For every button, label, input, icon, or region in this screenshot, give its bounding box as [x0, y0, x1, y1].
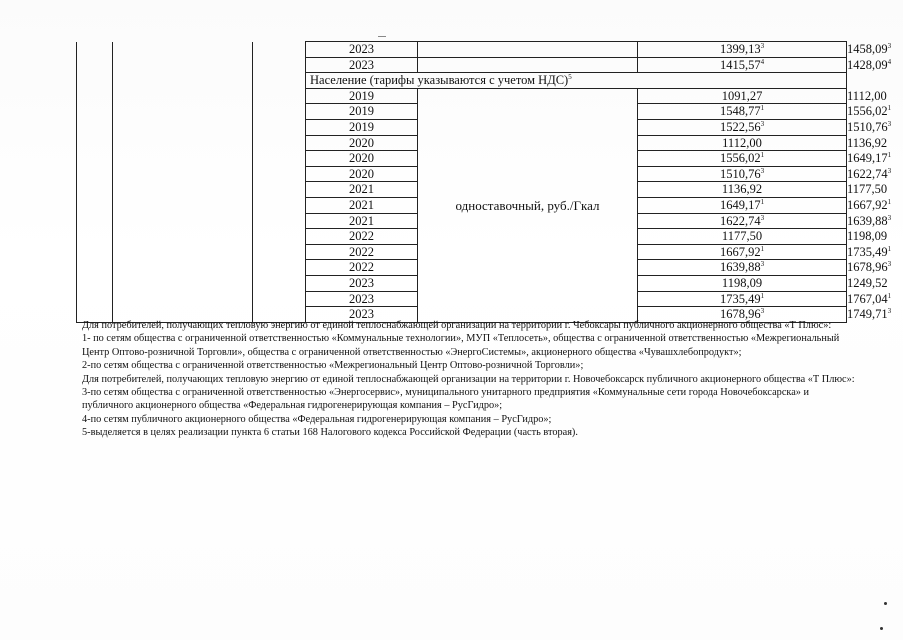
- tariff-second-half-footnote-ref: 1: [887, 104, 892, 113]
- tariff-second-half-value: 1749,71: [847, 307, 888, 322]
- tariff-first-half-value: 1649,17: [719, 197, 761, 212]
- year-cell: 2020: [306, 151, 418, 167]
- tariff-second-half-footnote-ref: 3: [887, 260, 892, 269]
- tariff-second-half-footnote-ref: 3: [887, 213, 892, 222]
- tariff-second-half-value: 1112,00: [847, 88, 887, 103]
- tariff-second-half-value: 1622,74: [847, 166, 888, 181]
- table-row: [77, 42, 847, 58]
- tariff-first-half: [638, 57, 847, 73]
- tariff-second-half-footnote-ref: 1: [887, 197, 892, 206]
- tariff-first-half: [638, 42, 847, 58]
- tariff-second-half-footnote-ref: 1: [887, 291, 892, 300]
- tariff-first-half: [638, 166, 847, 182]
- tariff-first-half-value: 1522,56: [719, 120, 761, 135]
- year-cell: 2019: [306, 119, 418, 135]
- year-cell: 2021: [306, 182, 418, 198]
- tariff-second-half-value: 1428,09: [847, 57, 888, 72]
- tariff-table-body: [77, 42, 892, 323]
- tariff-second-half-value: 1249,52: [847, 275, 888, 290]
- tariff-first-half-footnote-ref: 3: [760, 260, 765, 269]
- tariff-first-half: [638, 260, 847, 276]
- year-cell: 2019: [306, 104, 418, 120]
- year-cell: 2022: [306, 260, 418, 276]
- tariff-second-half-footnote-ref: 3: [887, 120, 892, 129]
- tariff-first-half-footnote-ref: 3: [760, 307, 765, 316]
- footnote-3: 3-по сетям общества с ограниченной ответственностью «Энергосервис», муниципального унитарного предприятия «Коммунальные сети города Новочебоксарска» и публичного акционерного общества «Федеральная гидрогенерирующая компания – РусГидро»;: [82, 387, 810, 412]
- tariff-first-half-value: 1510,76: [719, 166, 761, 181]
- footnote-intro-novocheboksarsk: Для потребителей, получающих тепловую энергию от единой теплоснабжающей организации на территории г. Новочебоксарск публичного акционерного общества «Т Плюс»:: [82, 373, 855, 385]
- tariff-first-half-value: 1556,02: [719, 151, 761, 166]
- tariff-first-half-value: 1548,77: [719, 104, 761, 119]
- tariff-first-half: [638, 88, 847, 104]
- blank-column-cell: [113, 42, 253, 323]
- year-cell: 2021: [306, 197, 418, 213]
- footnote-4: 4-по сетям публичного акционерного общества «Федеральная гидрогенерирующая компания – РусГидро»;: [82, 413, 552, 425]
- tariff-first-half-value: 1091,27: [721, 88, 763, 103]
- tariff-second-half-footnote-ref: 1: [887, 244, 892, 253]
- year-cell: 2023: [306, 307, 418, 323]
- tariff-first-half: [638, 275, 847, 291]
- footnote-5: 5-выделяется в целях реализации пункта 6 статьи 168 Налогового кодекса Российской Федерации (часть вторая).: [82, 427, 578, 439]
- blank-column-cell: [77, 42, 113, 323]
- tariff-first-half: [638, 104, 847, 120]
- tariff-second-half-value: 1639,88: [847, 213, 888, 228]
- tariff-first-half-value: 1735,49: [719, 291, 761, 306]
- year-cell: 2019: [306, 88, 418, 104]
- tariff-first-half: [638, 229, 847, 245]
- tariff-first-half-footnote-ref: 1: [760, 291, 765, 300]
- year-cell: 2021: [306, 213, 418, 229]
- tariff-second-half-footnote-ref: 3: [887, 42, 892, 51]
- year-cell: 2022: [306, 244, 418, 260]
- blank-column-cell: [253, 42, 306, 323]
- tariff-second-half-value: 1735,49: [847, 244, 888, 259]
- tariff-first-half: [638, 244, 847, 260]
- section-label: Население (тарифы указываются с учетом НДС): [310, 73, 569, 88]
- footnotes: [82, 319, 862, 440]
- tariff-first-half-value: 1678,96: [719, 307, 761, 322]
- tariff-first-half-footnote-ref: 1: [760, 104, 765, 113]
- tariff-first-half-footnote-ref: 3: [760, 42, 765, 51]
- tariff-first-half-value: 1415,57: [719, 57, 761, 72]
- tariff-first-half-footnote-ref: 1: [760, 151, 765, 160]
- tariff-first-half: [638, 197, 847, 213]
- tariff-first-half-value: 1198,09: [721, 275, 763, 290]
- tariff-first-half-footnote-ref: 4: [760, 57, 765, 66]
- year-cell: 2023: [306, 275, 418, 291]
- scan-mark: [378, 36, 386, 37]
- tariff-second-half-value: 1177,50: [847, 182, 888, 197]
- tariff-first-half-footnote-ref: 1: [760, 244, 765, 253]
- tariff-table-container: [76, 41, 892, 323]
- tariff-second-half-value: 1136,92: [847, 135, 888, 150]
- tariff-first-half-footnote-ref: 3: [760, 166, 765, 175]
- unit-cell-empty: [418, 42, 638, 58]
- year-cell: 2020: [306, 135, 418, 151]
- tariff-first-half: [638, 213, 847, 229]
- tariff-table: [76, 41, 892, 323]
- tariff-first-half: [638, 291, 847, 307]
- year-cell: 2023: [306, 291, 418, 307]
- tariff-first-half: [638, 182, 847, 198]
- tariff-first-half: [638, 151, 847, 167]
- year-cell: 2020: [306, 166, 418, 182]
- tariff-first-half-value: 1399,13: [719, 42, 761, 57]
- tariff-first-half-footnote-ref: 3: [760, 213, 765, 222]
- scan-speck: [880, 627, 883, 630]
- tariff-second-half-value: 1649,17: [847, 151, 888, 166]
- footnote-1: 1- по сетям общества с ограниченной ответственностью «Коммунальные технологии», МУП «Теплосеть», общества с ограниченной ответственностью «Межрегиональный Центр Оптово-розничной Торговли», общества с ограниченной ответственностью «ЭнергоСистемы», акционерного общества «Чувашхлебопродукт»;: [82, 333, 840, 358]
- section-footnote-ref: 5: [568, 73, 572, 82]
- tariff-second-half-value: 1667,92: [847, 197, 888, 212]
- tariff-second-half-value: 1678,96: [847, 260, 888, 275]
- tariff-first-half: [638, 119, 847, 135]
- footnote-2: 2-по сетям общества с ограниченной ответственностью «Межрегиональный Центр Оптово-розничной Торговли»;: [82, 360, 584, 372]
- tariff-second-half-value: 1556,02: [847, 104, 888, 119]
- tariff-second-half-footnote-ref: 1: [887, 151, 892, 160]
- tariff-second-half-value: 1767,04: [847, 291, 888, 306]
- tariff-second-half-footnote-ref: 3: [887, 307, 892, 316]
- tariff-first-half: [638, 135, 847, 151]
- tariff-second-half-footnote-ref: 4: [887, 57, 892, 66]
- tariff-first-half-value: 1136,92: [721, 182, 763, 197]
- year-cell: 2023: [306, 42, 418, 58]
- year-cell: 2022: [306, 229, 418, 245]
- section-header: [306, 73, 847, 89]
- tariff-second-half-footnote-ref: 3: [887, 166, 892, 175]
- tariff-first-half-value: 1622,74: [719, 213, 761, 228]
- footnote-intro-cheboksary: Для потребителей, получающих тепловую энергию от единой теплоснабжающей организации на территории г. Чебоксары публичного акционерного общества «Т Плюс»:: [82, 320, 832, 331]
- tariff-first-half-value: 1177,50: [721, 229, 763, 244]
- tariff-first-half-footnote-ref: 3: [760, 120, 765, 129]
- tariff-unit-label: одноставочный, руб./Гкал: [418, 88, 638, 322]
- tariff-second-half-value: 1510,76: [847, 120, 888, 135]
- tariff-first-half-value: 1112,00: [722, 135, 762, 150]
- scan-speck: [884, 602, 887, 605]
- tariff-first-half-value: 1639,88: [719, 260, 761, 275]
- tariff-first-half-footnote-ref: 1: [760, 197, 765, 206]
- unit-cell-empty: [418, 57, 638, 73]
- tariff-first-half-value: 1667,92: [719, 244, 761, 259]
- year-cell: 2023: [306, 57, 418, 73]
- tariff-second-half-value: 1458,09: [847, 42, 888, 57]
- tariff-second-half-value: 1198,09: [847, 229, 888, 244]
